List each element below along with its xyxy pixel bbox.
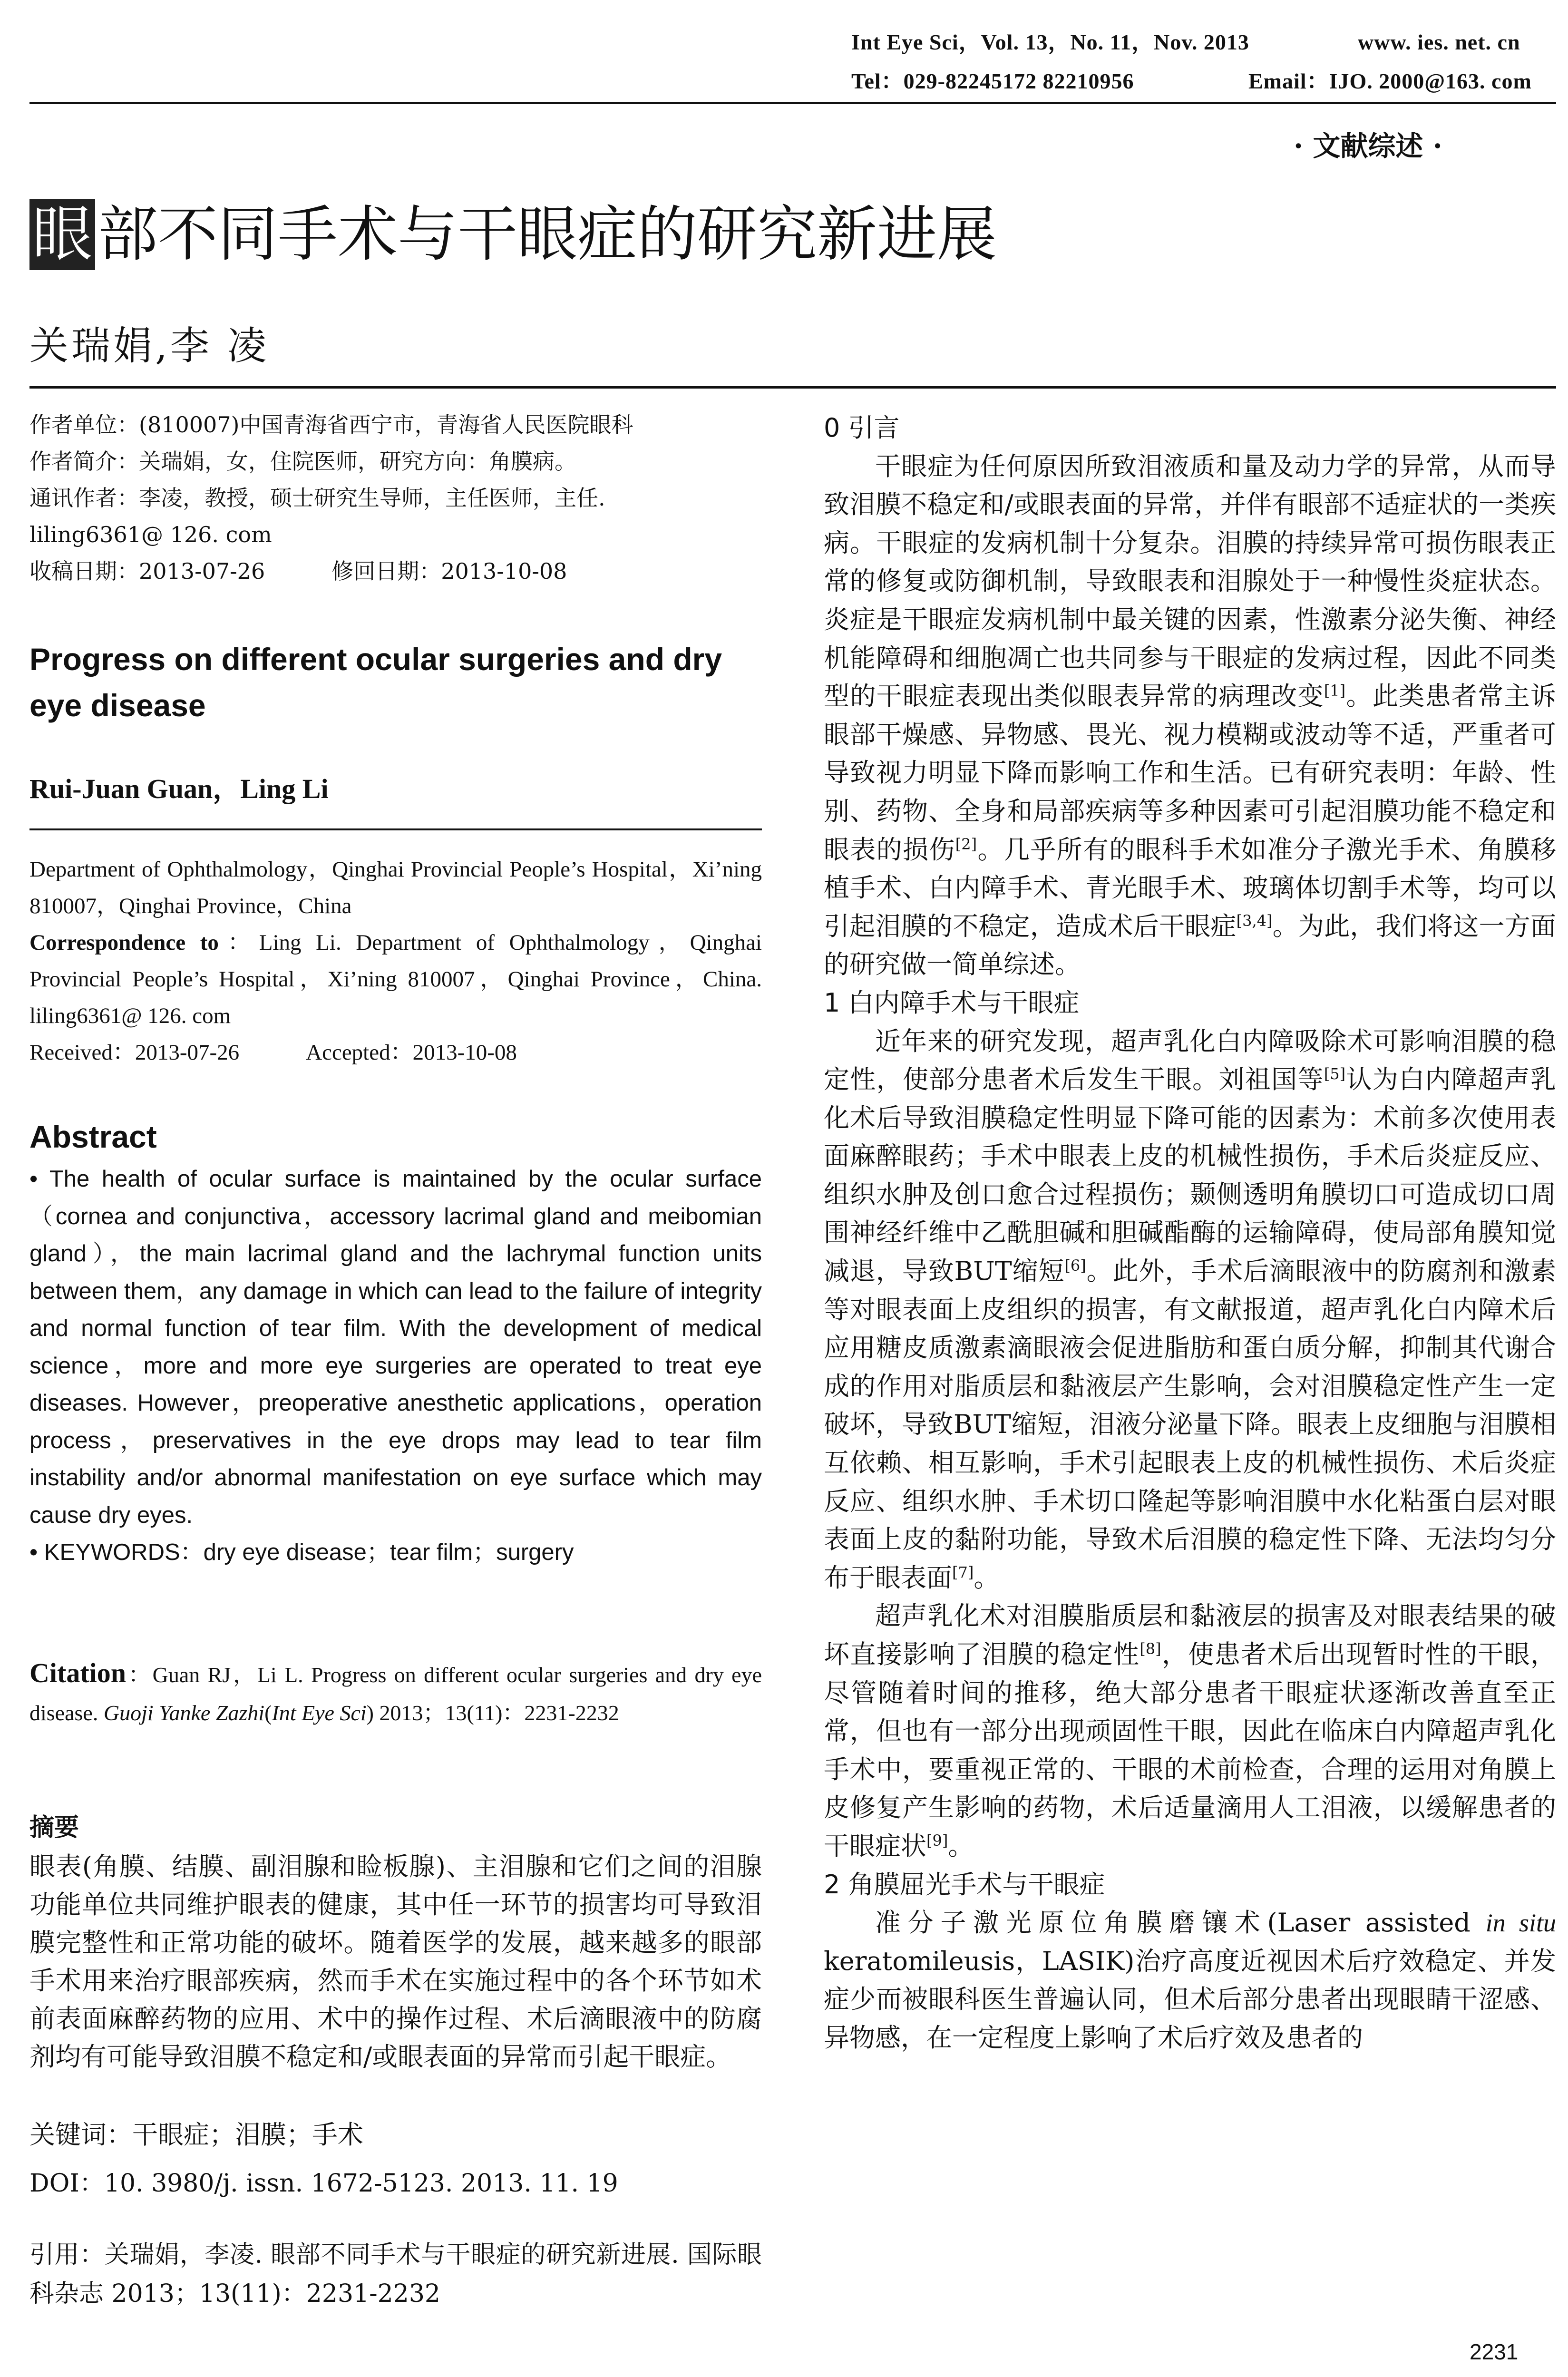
text-run: keratomileusis，LASIK)治疗高度近视因术后疗效稳定、并发症少而被眼科医生普遍认同，但术后部分患者出现眼睛干涩感、异物感，在一定程度上影响了术后疗效及患者的 xyxy=(824,1946,1556,2053)
authors-rule xyxy=(29,386,1556,389)
text-run: 。为此，我们将这一方面的研究做一简单综述。 xyxy=(824,911,1557,980)
text-run: 。几乎所有的眼科手术如准分子激光手术、角膜移植手术、白内障手术、青光眼手术、玻璃体切割手术等，均可以引起泪膜的不稳定，造成术后干眼症 xyxy=(824,834,1557,941)
section-0-para-1 xyxy=(824,448,1556,984)
doi: DOI：10. 3980/j. issn. 1672-5123. 2013. 11. 19 xyxy=(29,2169,618,2198)
ref-link[interactable]: [5] xyxy=(1324,1065,1346,1083)
abstract-keywords: • KEYWORDS：dry eye disease；tear film；surgery xyxy=(29,1539,574,1565)
zh-keywords: 关键词：干眼症；泪膜；手术 xyxy=(29,2120,363,2150)
abstract-heading: Abstract xyxy=(29,1119,157,1154)
text-run: 。此外，手术后滴眼液中的防腐剂和激素等对眼表面上皮组织的损害，有文献报道，超声乳化白内障术后应用糖皮质激素滴眼液会促进脂肪和蛋白质分解，抑制其代谢合成的作用对脂质层和黏液层产生影响，会对泪膜稳定性产生一定破坏，导致BUT缩短，泪液分泌量下降。眼表上皮细胞与泪膜相互依赖、相互影响，手术引起眼表上皮的机械性损伤、术后炎症反应、组织水肿、手术切口隆起等影响泪膜中水化粘蛋白层对眼表面上皮的黏附功能，导致术后泪膜的稳定性下降、无法均匀分布于眼表面 xyxy=(824,1256,1557,1593)
english-authors-rule xyxy=(29,828,762,830)
citation-text-c: ) 2013；13(11)：2231-2232 xyxy=(366,1701,619,1725)
text-run: 。 xyxy=(948,1831,974,1861)
citation-journal-en: Int Eye Sci xyxy=(272,1701,367,1725)
abstract-body xyxy=(29,1160,762,1571)
text-run: 。此类患者常主诉眼部干燥感、异物感、畏光、视力模糊或波动等不适，严重者可导致视力明显下降而影响工作和生活。已有研究表明：年龄、性别、药物、全身和局部疾病等多种因素可引起泪膜功能不稳定和眼表的损伤 xyxy=(824,681,1557,865)
header-rule xyxy=(29,102,1556,104)
text-run: 准分子激光原位角膜磨镶术(Laser assisted xyxy=(875,1908,1471,1938)
page-number: 2231 xyxy=(1470,2339,1519,2364)
corresponding-author: 通讯作者：李凌，教授，硕士研究生导师，主任医师，主任. xyxy=(29,485,605,511)
ref-link[interactable]: [1] xyxy=(1324,682,1346,700)
text-run: ，使患者术后出现暂时性的干眼，尽管随着时间的推移，绝大部分患者干眼症状逐渐改善直至正常，但也有一部分出现顽固性干眼，因此在临床白内障超声乳化手术中，要重视正常的、干眼的术前检查，合理的运用对角膜上皮修复产生影响的药物，术后适量滴用人工泪液，以缓解患者的干眼症状 xyxy=(824,1639,1557,1861)
zh-citation: 引用：关瑞娟，李凌. 眼部不同手术与干眼症的研究新进展. 国际眼科杂志 2013；13(11)：2231-2232 xyxy=(29,2241,762,2308)
ref-link[interactable]: [2] xyxy=(955,835,977,853)
text-run: 。 xyxy=(974,1562,1000,1593)
page-title xyxy=(29,199,997,270)
journal-website: www. ies. net. cn xyxy=(1358,30,1520,54)
journal-tel: Tel：029-82245172 82210956 xyxy=(851,69,1134,93)
article-body xyxy=(824,409,1556,2057)
title-rest: 部不同手术与干眼症的研究新进展 xyxy=(98,199,997,269)
english-authors: Rui-Juan Guan，Ling Li xyxy=(29,773,329,804)
text-run: 认为白内障超声乳化术后导致泪膜稳定性明显下降可能的因素为：术前多次使用表面麻醉眼药；手术中眼表上皮的机械性损伤，手术后炎症反应、组织水肿及创口愈合过程损伤；颞侧透明角膜切口可造成切口周围神经纤维中乙酰胆碱和胆碱酯酶的运输障碍，使局部角膜知觉减退，导致BUT缩短 xyxy=(824,1064,1557,1286)
section-label: · 文献综述 · xyxy=(1294,130,1442,162)
title-first-char: 眼 xyxy=(29,199,95,270)
ref-link[interactable]: [8] xyxy=(1139,1640,1161,1658)
affiliation-dept: Department of Ophthalmology，Qinghai Provincial People’s Hospital，Xi’ning 810007，Qinghai Province，China xyxy=(29,857,762,918)
correspondence-label: Correspondence to xyxy=(29,930,219,955)
section-1-para-1 xyxy=(824,1023,1556,1598)
dates-line xyxy=(29,553,762,590)
received-en: Received：2013-07-26 xyxy=(29,1040,240,1065)
text-run: 超声乳化术对泪膜脂质层和黏液层的损害及对眼表结果的破坏直接影响了泪膜的稳定性 xyxy=(824,1601,1556,1669)
received-accepted xyxy=(29,1034,762,1071)
section-2-heading: 2 角膜屈光手术与干眼症 xyxy=(824,1869,1105,1900)
section-0-heading: 0 引言 xyxy=(824,413,900,443)
zh-abstract-heading: 摘要 xyxy=(29,1813,79,1842)
text-run: 近年来的研究发现，超声乳化白内障吸除术可影响泪膜的稳定性，使部分患者术后发生干眼。刘祖国等 xyxy=(824,1026,1556,1095)
zh-abstract-body: 眼表(角膜、结膜、副泪腺和睑板腺)、主泪腺和它们之间的泪腺功能单位共同维护眼表的健康，其中任一环节的损害均可导致泪膜完整性和正常功能的破坏。随着医学的发展，越来越多的眼部手术用来治疗眼部疾病，然而手术在实施过程中的各个环节如术前表面麻醉药物的应用、术中的操作过程、术后滴眼液中的防腐剂均有可能导致泪膜不稳定和/或眼表面的异常而引起干眼症。 xyxy=(29,1851,762,2072)
author-unit: 作者单位：(810007)中国青海省西宁市，青海省人民医院眼科 xyxy=(29,412,633,438)
corresponding-email: liling6361@ 126. com xyxy=(29,522,272,547)
citation xyxy=(29,1654,762,1732)
citation-journal: Guoji Yanke Zazhi xyxy=(103,1701,265,1725)
citation-text-a: ：Guan RJ，Li L. Progress on different ocular surgeries and dry eye disease. xyxy=(29,1663,762,1725)
section-2-para-1 xyxy=(824,1904,1556,2057)
ref-link[interactable]: [9] xyxy=(926,1831,948,1850)
italic-term: in situ xyxy=(1485,1909,1557,1938)
ref-link[interactable]: [6] xyxy=(1064,1257,1086,1275)
correspondence xyxy=(29,925,762,1034)
citation-text-b: ( xyxy=(264,1701,272,1725)
revised-date: 修回日期：2013-10-08 xyxy=(331,558,567,584)
authors-cn: 关瑞娟,李 凌 xyxy=(29,323,270,369)
received-date: 收稿日期：2013-07-26 xyxy=(29,558,265,584)
ref-link[interactable]: [7] xyxy=(952,1563,974,1581)
english-title: Progress on different ocular surgeries and dry eye disease xyxy=(29,642,722,723)
accepted-en: Accepted：2013-10-08 xyxy=(306,1040,517,1065)
author-info xyxy=(29,407,762,590)
section-1-para-2 xyxy=(824,1597,1556,1865)
author-intro: 作者简介：关瑞娟，女，住院医师，研究方向：角膜病。 xyxy=(29,448,576,474)
journal-info: Int Eye Sci，Vol. 13，No. 11，Nov. 2013 xyxy=(851,30,1249,54)
citation-label: Citation xyxy=(29,1657,126,1688)
text-run: 干眼症为任何原因所致泪液质和量及动力学的异常，从而导致泪膜不稳定和/或眼表面的异常，并伴有眼部不适症状的一类疾病。干眼症的发病机制十分复杂。泪膜的持续异常可损伤眼表正常的修复或防御机制，导致眼表和泪腺处于一种慢性炎症状态。炎症是干眼症发病机制中最关键的因素，性激素分泌失衡、神经机能障碍和细胞凋亡也共同参与干眼症的发病过程，因此不同类型的干眼症表现出类似眼表异常的病理改变 xyxy=(824,451,1556,711)
journal-email: Email：IJO. 2000@163. com xyxy=(1248,69,1532,93)
abstract-text: • The health of ocular surface is maintained by the ocular surface（cornea and conjunctiva，accessory lacrimal gland and meibomian gland），the main lacrimal gland and the lachrymal function units between them，any damage in which can lead to the failure of integrity and normal function of tear film. With the development of medical science，more and more eye surgeries are operated to treat eye diseases. However，preoperative anesthetic applications，operation process，preservatives in the eye drops may lead to tear film instability and/or abnormal manifestation on eye surface which may cause dry eyes. xyxy=(29,1166,762,1528)
affiliation xyxy=(29,851,762,1071)
ref-link[interactable]: [3,4] xyxy=(1236,911,1273,930)
correspondence-text: ：Ling Li. Department of Ophthalmology，Qinghai Provincial People’s Hospital，Xi’ning 810007，Qinghai Province，China. liling6361@ 126. com xyxy=(29,930,762,1028)
section-1-heading: 1 白内障手术与干眼症 xyxy=(824,987,1080,1018)
